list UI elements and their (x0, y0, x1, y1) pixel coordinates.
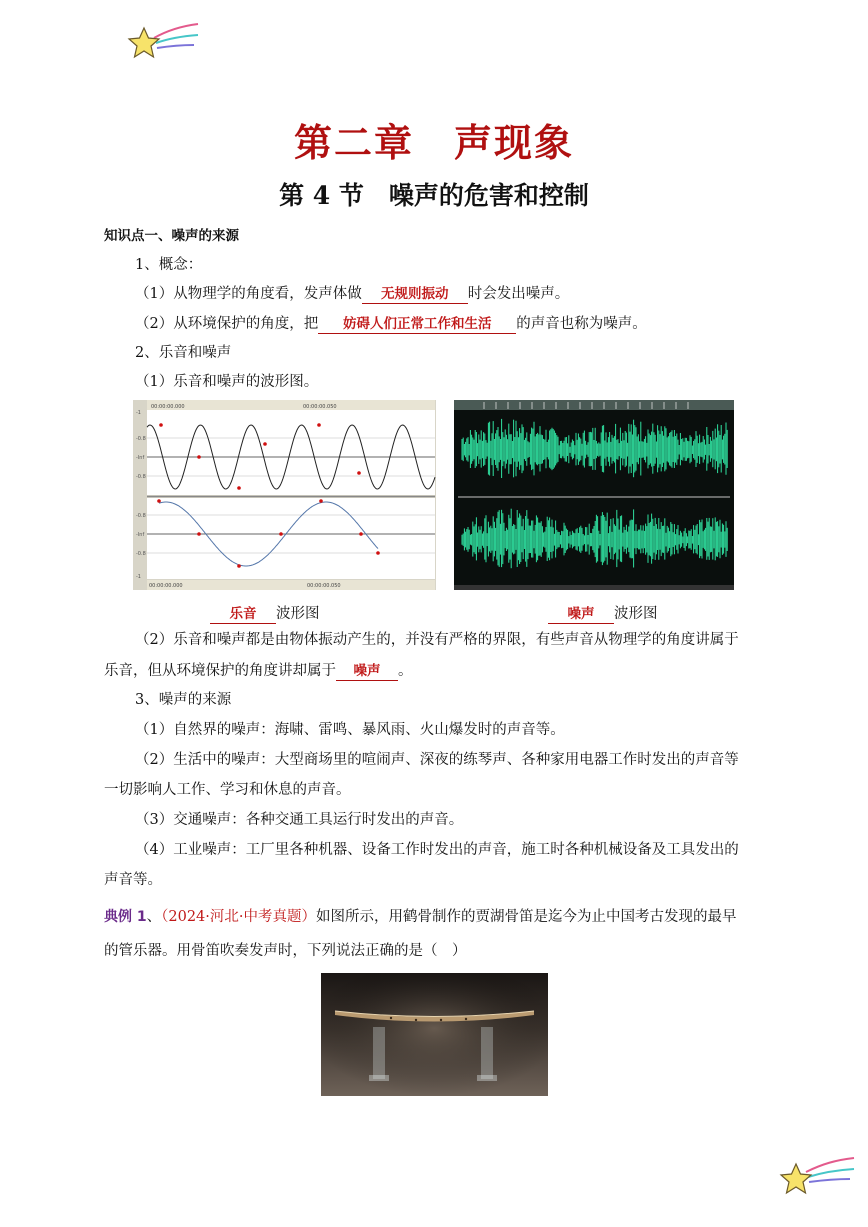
item-1-2 (135, 314, 647, 334)
time-label: 00:00:00.000 (149, 583, 183, 589)
sample-dot (357, 471, 361, 475)
item-2-2-line1: （2）乐音和噪声都是由物体振动产生的，并没有严格的界限，有些声音从物理学的角度讲属于 (135, 632, 739, 648)
svg-text:-0.8: -0.8 (136, 513, 146, 519)
star-decoration-icon (124, 16, 200, 66)
sample-dot (279, 532, 283, 536)
example-sep: 、 (146, 909, 162, 925)
knowledge-point-heading: 知识点一、噪声的来源 (104, 228, 239, 244)
item-3-3: （3）交通噪声：各种交通工具运行时发出的声音。 (135, 812, 464, 828)
item-1-1-post: 时会发出噪声。 (467, 286, 570, 302)
item-1-2-pre: （2）从环境保护的角度，把 (135, 316, 319, 332)
item-1-1-pre: （1）从物理学的角度看，发声体做 (135, 286, 362, 302)
item-3-1: （1）自然界的噪声：海啸、雷鸣、暴风雨、火山爆发时的声音等。 (135, 722, 565, 738)
sample-dot (376, 551, 380, 555)
item-2-2-pre: 乐音，但从环境保护的角度讲却属于 (104, 663, 336, 679)
item-concept: 1、概念： (135, 257, 203, 273)
svg-text:-0.8: -0.8 (136, 436, 146, 442)
svg-text:-Inf: -Inf (136, 532, 145, 538)
item-music-noise: 2、乐音和噪声 (135, 345, 232, 361)
sample-dot (359, 532, 363, 536)
example-text: 如图所示，用鹤骨制作的贾湖骨笛是迄今为止中国考古发现的最早 (316, 909, 737, 925)
caption-text: 波形图 (614, 606, 658, 622)
caption-text: 波形图 (276, 606, 320, 622)
item-2-2-post: 。 (398, 663, 413, 679)
answer-blank: 噪声 (548, 605, 614, 624)
item-2-1: （1）乐音和噪声的波形图。 (135, 374, 319, 390)
sample-dot (197, 532, 201, 536)
noise-waveform-image (454, 400, 734, 590)
caption-music (210, 602, 320, 624)
svg-text:-0.8: -0.8 (136, 474, 146, 480)
music-waveform-image (133, 400, 436, 590)
time-label: 00:00:00.050 (307, 583, 341, 589)
answer-blank: 无规则振动 (362, 285, 468, 304)
sample-dot (159, 423, 163, 427)
item-1-1 (135, 284, 569, 304)
example-line1 (104, 907, 737, 927)
chapter-title: 第二章 声现象 (293, 120, 574, 165)
sample-dot (317, 423, 321, 427)
bone-flute-photo (321, 973, 548, 1096)
item-3-4-line1: （4）工业噪声：工厂里各种机器、设备工作时发出的声音，施工时各种机械设备及工具发出的 (135, 842, 739, 858)
sample-dot (263, 442, 267, 446)
sample-dot (157, 499, 161, 503)
item-3-2-line2: 一切影响人工作、学习和休息的声音。 (104, 782, 351, 798)
item-noise-sources: 3、噪声的来源 (135, 692, 232, 708)
svg-text:-0.8: -0.8 (136, 551, 146, 557)
answer-blank: 噪声 (336, 662, 398, 681)
sample-dot (237, 564, 241, 568)
svg-text:-1: -1 (136, 410, 141, 416)
sample-dot (319, 499, 323, 503)
item-1-2-post: 的声音也称为噪声。 (516, 316, 647, 332)
svg-text:-Inf: -Inf (136, 455, 145, 461)
section-title: 第 4 节 噪声的危害和控制 (279, 181, 589, 210)
answer-blank: 乐音 (210, 605, 276, 624)
answer-blank: 妨碍人们正常工作和生活 (318, 315, 516, 334)
svg-text:-1: -1 (136, 574, 141, 580)
item-3-2-line1: （2）生活中的噪声：大型商场里的喧闹声、深夜的练琴声、各种家用电器工作时发出的声音等 (135, 752, 739, 768)
sample-dot (197, 455, 201, 459)
caption-noise (548, 602, 658, 624)
time-label: 00:00:00.000 (151, 404, 185, 410)
example-source: （2024·河北·中考真题） (161, 909, 316, 925)
time-label: 00:00:00.050 (303, 404, 337, 410)
example-label: 典例 1 (104, 909, 147, 925)
sample-dot (237, 486, 241, 490)
example-line2: 的管乐器。用骨笛吹奏发声时，下列说法正确的是（ ） (104, 943, 467, 959)
item-3-4-line2: 声音等。 (104, 872, 162, 888)
item-2-2-line2 (104, 661, 413, 681)
star-decoration-icon (776, 1150, 856, 1202)
